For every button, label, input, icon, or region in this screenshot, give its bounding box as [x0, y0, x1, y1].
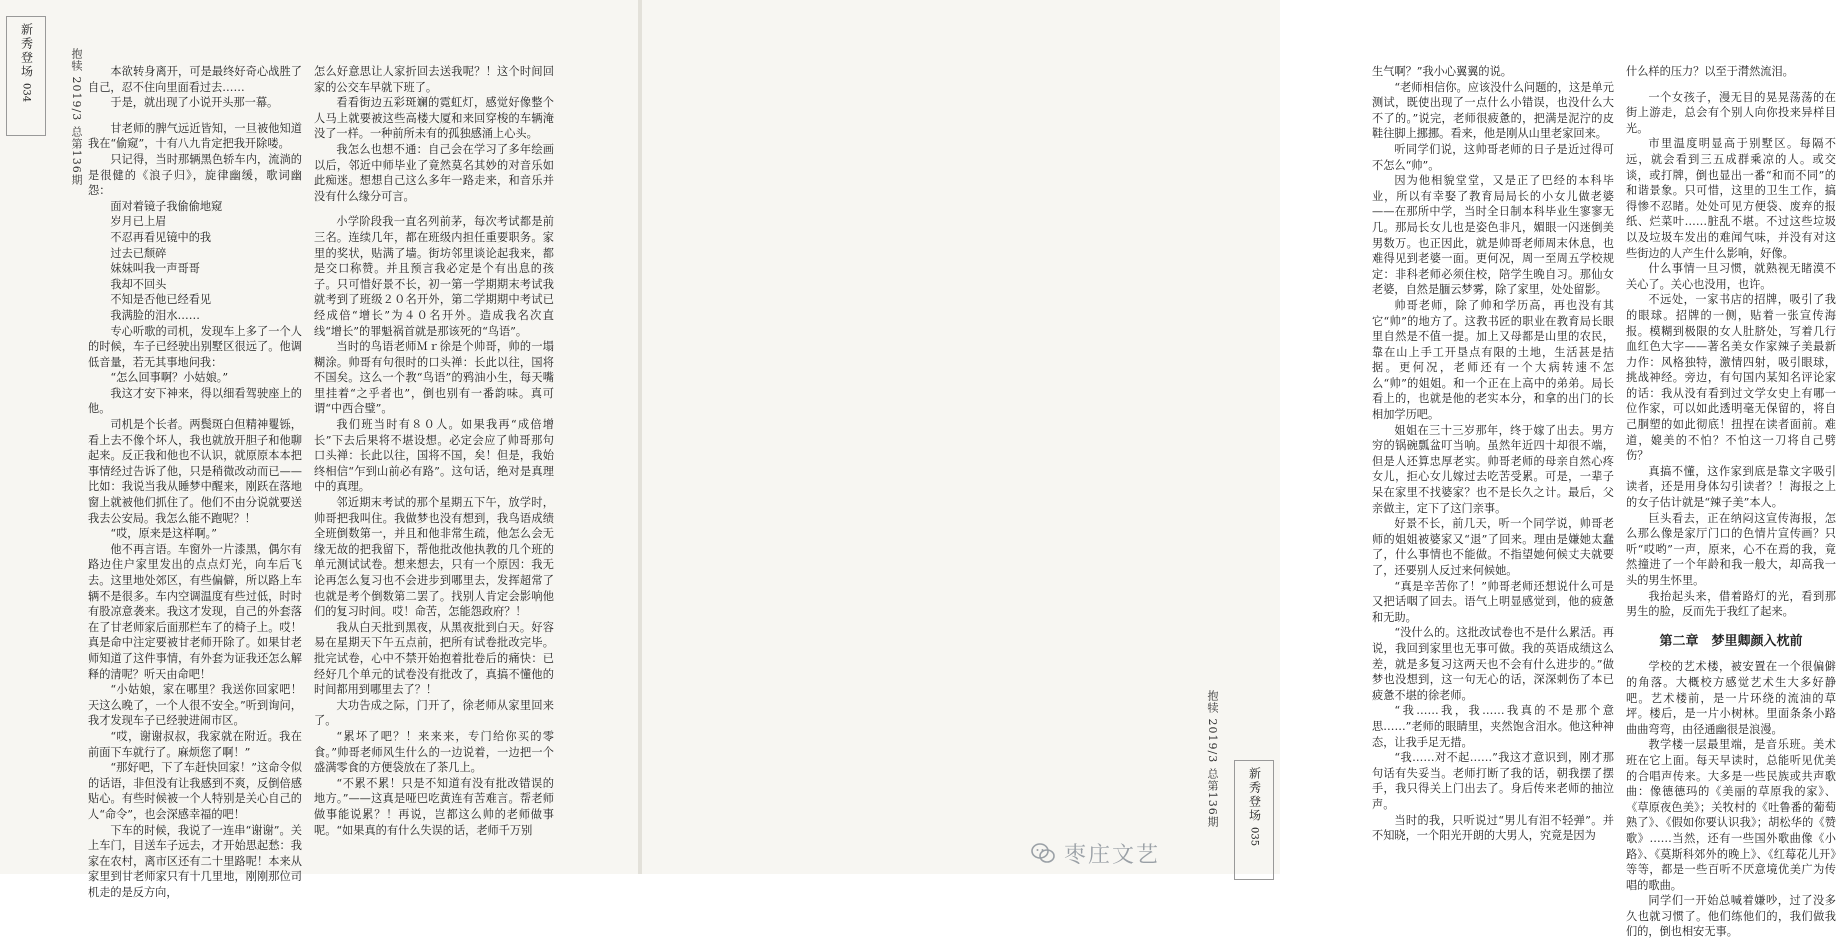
- running-head: 抱犊 2019/3 总第136期: [1206, 690, 1219, 828]
- text-column-2: [314, 64, 554, 838]
- text-column-3: [1372, 64, 1614, 844]
- section-tab-title: 新秀登场: [1247, 767, 1262, 823]
- paragraph: 当时的我，只听说过“男儿有泪不轻弹”。并不知晓，一个阳光开朗的大男人，究竟是因为: [1372, 813, 1614, 843]
- lyric-line: 我满脸的泪水……: [110, 308, 200, 322]
- paragraph: “小姑娘，家在哪里？我送你回家吧！天这么晚了，一个人很不安全。”听到询问，我才发现车子已经驶进闹市区。: [88, 683, 302, 728]
- left-page: [0, 0, 638, 899]
- paragraph: 大功告成之际，门开了，徐老师从家里回来了。: [314, 698, 554, 728]
- paragraph: 我这才安下神来，得以细看驾驶座上的他。: [88, 386, 302, 416]
- lyric-line: 我却不回头: [110, 277, 167, 291]
- paragraph: “真是辛苦你了！”帅哥老师还想说什么可是又把话咽了回去。语气上明显感觉到，他的疲惫和无助。: [1372, 579, 1614, 624]
- paragraph-gap: [314, 204, 554, 214]
- paragraph: 帅哥老师，除了帅和学历高，再也没有其它“帅”的地方了。这教书匠的职业在教育局长眼里自然是不值一提。加上又母都是山里的农民，靠在山上手工开垦点有限的土地，生活甚是拮据。更何况，老师还有一个大病转速不怎么“帅”的姐姐。和一个正在上高中的弟弟。局长看上的，也就是他的老实本分，和拿的出门的长相加学历吧。: [1372, 298, 1614, 422]
- paragraph: 一个女孩子，漫无目的晃晃荡荡的在街上游走，总会有个别人向你投来异样目光。: [1626, 90, 1836, 135]
- lyric-line: 岁月已上眉: [110, 215, 167, 229]
- paragraph: 同学们一开始总喊着嫌吵，过了没多久也就习惯了。他们练他们的，我们做我们的，倒也相安无事。: [1626, 894, 1836, 939]
- paragraph: “哎，谢谢叔叔，我家就在附近。我在前面下车就行了。麻烦您了啊！”: [88, 729, 302, 759]
- paragraph: “老师相信你。应该没什么问题的，这是单元测试，既使出现了一点什么小错误，也没什么大不了的。”说完，老师很疲惫的，把满是泥泞的皮鞋往脚上挪挪。看来，他是刚从山里老家回来。: [1372, 80, 1614, 141]
- section-tab-title: 新秀登场: [19, 23, 34, 79]
- paragraph: 什么事情一旦习惯，就熟视无睹漠不关心了。关心也没用，也许。: [1626, 262, 1836, 291]
- watermark-text: 枣庄文艺: [1064, 842, 1161, 868]
- text-column-4: [1626, 64, 1836, 940]
- paragraph: 因为他相貌堂堂，又是正了巴经的本科毕业，所以有幸娶了教育局局长的小女儿做老婆——在那所中学，当时全日制本科毕业生寥寥无几。那局长女儿也是姿色非凡，媚眼一闪迷倒美男数万。也正因此，就是帅哥老师周末休息，也难得见到老婆一面。更何况，周一至周五学校规定：非科老师必须住校，陪学生晚自习。那仙女老婆，自然是腼云梦雾，除了家里，处处留影。: [1372, 174, 1614, 297]
- paragraph: 听同学们说，这帅哥老师的日子是近过得可不怎么“帅”。: [1372, 142, 1614, 172]
- paragraph: 学校的艺术楼，被安置在一个很偏僻的角落。大概校方感觉艺术生大多好静吧。艺术楼前，是一片环绕的流油的草坪。楼后，是一片小树林。里面条条小路曲曲弯弯，由径通幽很是浪漫。: [1626, 660, 1836, 736]
- page-number: 034: [20, 83, 32, 103]
- paragraph: 司机是个长者。两鬓斑白但精神矍铄，看上去不像个坏人，我也就放开胆子和他聊起来。反正我和他也不认识，就原原本本把事情经过告诉了他，只是稍微改动而已——比如：我说当我从睡梦中醒来，刚跃在落地窗上就被他们抓住了。他们不由分说就要送我去公安局。我怎么能不跑呢？！: [88, 418, 302, 525]
- paragraph: 只记得，当时那辆黑色轿车内，流淌的是很健的《浪子归》，旋律幽缓，歌词幽怨：: [88, 152, 302, 198]
- paragraph: 好景不长，前几天，听一个同学说，帅哥老师的姐姐被婆家又“退”了回来。理由是嫌她太蠢了，什么事情也不能做。不指望她何候丈夫就要了，还要别人反过来何候她。: [1372, 517, 1614, 577]
- paragraph: “不累不累！只是不知道有没有批改错误的地方。”——这真是哑巴吃黄连有苦难言。帮老师做事能说累？！再说，岂都这么帅的老师做事呢。“如果真的有什么失误的话，老师千万别: [314, 776, 554, 837]
- paragraph: 真搞不懂，这作家到底是靠文字吸引读者，还是用身体勾引读者？！海报之上的女子估计就是“辣子美”本人。: [1626, 464, 1836, 510]
- paragraph: 甘老师的脾气远近皆知，一旦被他知道我在“偷窥”，十有八九肯定把我开除喽。: [88, 121, 302, 151]
- paragraph: 生气啊？”我小心翼翼的说。: [1372, 65, 1512, 78]
- paragraph: 我们班当时有８０人。如果我再“成倍增长”下去后果将不堪设想。必定会应了帅哥那句口头禅：长此以往，国将不国，矣！但是，我始终相信“乍到山前必有路”。这句话，绝对是真理中的真理。: [314, 418, 554, 494]
- paragraph: 下车的时候，我说了一连串“谢谢”。关上车门，目送车子远去，才开始思起愁：我家在农村，离市区还有二十里路呢！本来从家里到甘老师家只有十几里地，刚刚那位司机走的是反方向，: [88, 823, 302, 899]
- paragraph: 他不再言语。车窗外一片漆黑，偶尔有路边住户家里发出的点点灯光，向车后飞去。这里地处郊区，有些偏僻，所以路上车辆不是很多。车内空调温度有些过低，时时有股凉意袭来。我这才发现，自己的外套落在了甘老师家后面那栏车了的椅子上。哎！真是命中注定要被甘老师开除了。如果甘老师知道了这件事情，有外套为证我还怎么解释的清呢？听天由命吧！: [88, 542, 302, 681]
- account-watermark: [1030, 838, 1260, 868]
- paragraph: “没什么的。这批改试卷也不是什么累活。再说，我回到家里也无事可做。我的英语成绩这么差，就是多复习这两天也不会有什么进步的。”做梦也没想到，这一句无心的话，深深刺伤了本已疲惫不堪的徐老师。: [1372, 626, 1614, 702]
- paragraph-gap: [1626, 80, 1836, 90]
- paragraph: “我……对不起……”我这才意识到，刚才那句话有失妥当。老师打断了我的话，朝我摆了摆手，我只得关上门出去了。身后传来老师的抽泣声。: [1372, 751, 1614, 811]
- lyric-line: 不知是否他已经看见: [110, 293, 212, 307]
- wechat-icon: [1030, 840, 1056, 866]
- paragraph: 市里温度明显高于别墅区。每隔不远，就会看到三五成群乘凉的人。或交谈，或打牌，倒也显出一番“和而不同”的和谐景象。只可惜，这里的卫生工作，搞得惨不忍睹。处处可见方便袋、废弃的报纸、烂菜叶……脏乱不堪。不过这些垃圾以及垃圾车发出的难闻气味，并没有对这些街边的人产生什么影响，好像。: [1626, 137, 1836, 260]
- column-4-top: [1626, 64, 1836, 620]
- text-column-1: [88, 64, 302, 900]
- lyric-line: 妹妹叫我一声哥哥: [110, 262, 200, 276]
- paragraph: 教学楼一层最里端，是音乐班。美术班在它上面。每天早读时，总能听见优美的合唱声传来。大多是一些民族或共声歌曲：像德德玛的《美丽的草原我的家》、《草原夜色美》；关牧村的《吐鲁番的葡萄熟了》、《假如你要认识我》；胡松华的《赞歌》……当然，还有一些国外歌曲像《小路》、《莫斯科郊外的晚上》、《红莓花儿开》等等，都是一些百听不厌意境优美广为传唱的歌曲。: [1626, 738, 1836, 892]
- paragraph: 姐姐在三十三岁那年，终于嫁了出去。男方穷的锅碗瓢盆叮当响。虽然年近四十却很不端，但是人还算忠厚老实。帅哥老师的母亲自然心疼女儿，拒心女儿嫁过去吃苦受累。可是，一辈子呆在家里不找婆家？也不是长久之计。最后，父亲做主，定下了这门亲事。: [1372, 423, 1614, 515]
- paragraph: “怎么回事啊？小姑娘。”: [110, 371, 229, 385]
- lyric-line: 过去已颓碎: [110, 246, 167, 260]
- paragraph: 巨头看去，正在纳闷这宣传海报，怎么那么像是家厅门口的色情片宣传画？只听“哎哟”一声，原来，心不在焉的我，竟然撞进了一个年龄和我一般大，却高我一头的男生怀里。: [1626, 511, 1836, 587]
- paragraph: 本欲转身离开，可是最终好奇心战胜了自己，忍不住向里面看过去……: [88, 65, 302, 94]
- paragraph: 于是，就出现了小说开头那一幕。: [110, 96, 279, 110]
- paragraph: 我抬起头来，借着路灯的光，看到那男生的脸，反而先于我红了起来。: [1626, 589, 1836, 619]
- paragraph: 我从白天批到黑夜，从黑夜批到白天。好容易在星期天下午五点前，把所有试卷批改完毕。批完试卷，心中不禁开始抱着批卷后的痛快：已经好几个单元的试卷没有批改了，真搞不懂他的时间都用到哪里去了？！: [314, 620, 554, 697]
- paragraph: 什么样的压力？以至于潸然流泪。: [1626, 65, 1794, 78]
- paragraph: “那好吧，下了车赶快回家！”这命令似的话语，非但没有让我感到不爽，反倒倍感贴心。有些时候被一个人特别是关心自己的人“命令”，也会深感幸福的吧！: [88, 761, 302, 821]
- paragraph: 当时的鸟语老师Ｍｒ徐是个帅哥，帅的一塌糊涂。帅哥有句很时的口头禅：长此以往，国将不国矣。这么一个教“鸟语”的鸦油小生，每天嘴里挂着“之乎者也”，倒也别有一番韵味。真可谓“中西合璧”。: [314, 340, 554, 416]
- column-4-bottom: [1626, 659, 1836, 940]
- lyric-line: 不忍再看见镜中的我: [110, 230, 212, 244]
- paragraph: 小学阶段我一直名列前茅，每次考试都是前三名。连续几年，都在班级内担任重要职务。家里的奖状，贴满了墙。街坊邻里谈论起我来，都是交口称赞。并且预言我必定是个有出息的孩子。只可惜好景不长，初一第一学期期末考试我就考到了班级２０名开外，第二学期期中考试已经成倍“增长”为４０名开外。造成我名次直线“增长”的罪魁祸首就是那该死的“鸟语”。: [314, 215, 554, 338]
- paragraph: “累坏了吧？！来来来，专门给你买的零食。”帅哥老师风生什么的一边说着，一边把一个盛满零食的方便袋放在了茶几上。: [314, 729, 554, 775]
- paragraph-gap: [88, 111, 302, 121]
- chapter-title: 第二章 梦里卿颜入枕前: [1659, 633, 1803, 649]
- paragraph: “哎，原来是这样啊。”: [110, 527, 217, 541]
- lyric-line: 面对着镜子我偷偷地窥: [110, 199, 223, 213]
- running-head: 抱犊 2019/3 总第136期: [70, 48, 83, 186]
- section-tab-left: [6, 16, 46, 136]
- paragraph: 我怎么也想不通：自己会在学习了多年绘画以后，邻近中师毕业了竟然莫名其妙的对音乐如此痴迷。想想自己这么多年一路走来，和音乐并没有什么缘分可言。: [314, 142, 554, 203]
- paragraph: “我……我，我……我真的不是那个意思……”老师的眼睛里，夹然饱含泪水。他这种神态，让我手足无措。: [1372, 704, 1614, 749]
- paragraph: 不远处，一家书店的招牌，吸引了我的眼球。招牌的一侧，贴着一张宣传海报。模糊到极限的女人肚脐处，写着几行血红色大字——著名美女作家辣子美最新力作：风格独特，激情四射，吸引眼球，挑战神经。旁边，有句国内某知名评论家的话：我从没有看到过文学女史上有哪一位作家，可以如此透明毫无保留的，将自己胴塑的如此彻底！扭捏在读者面前。难道，媲美的不怕？不怕这一刀将自己劈伤？: [1626, 293, 1836, 463]
- paragraph: 专心听歌的司机，发现车上多了一个人的时候，车子已经驶出别墅区很远了。他调低音量，若无其事地问我：: [88, 324, 302, 369]
- paragraph: 看看街边五彩斑斓的霓虹灯，感觉好像整个人马上就要被这些高楼大厦和来回穿梭的车辆淹没了一样。一种前所未有的孤独感涌上心头。: [314, 96, 554, 141]
- paragraph: 邻近期末考试的那个星期五下午，放学时，帅哥把我叫住。我做梦也没有想到，我鸟语成绩全班倒数第一，并且和他非常生疏，他怎么会无缘无故的把我留下，帮他批改他执教的几个班的单元测试试卷。想来想去，只有一个原因：我无论再怎么复习也不会进步到哪里去，发挥超常了也就是考个倒数第二罢了。找别人肯定会影响他们的复习时间。哎！命苦，怎能怨政府？！: [314, 496, 554, 619]
- right-page: [642, 0, 1836, 939]
- page-number: 035: [1248, 827, 1260, 847]
- paragraph: 怎么好意思让人家折回去送我呢？！这个时间回家的公交车早就下班了。: [314, 65, 554, 94]
